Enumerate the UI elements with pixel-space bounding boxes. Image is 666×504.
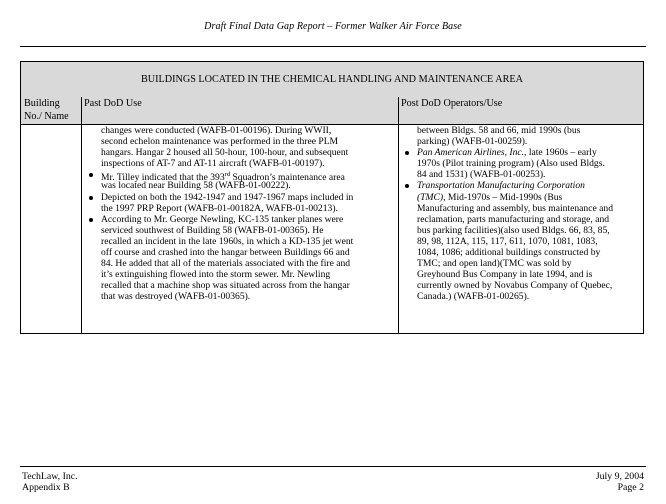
text-line: changes were conducted (WAFB-01-00196). During WWII, [101,125,332,136]
text-line: inspections of AT-7 and AT-11 aircraft (WAFB-01-00197). [101,158,325,170]
text-line: was located near Building 58 (WAFB-01-00222). [101,180,291,192]
text-line: 89, 98, 112A, 115, 117, 611, 1070, 1081, 1083, [417,235,598,247]
past-dod-use-cell [85,125,395,303]
post-dod-cell [401,125,643,303]
text-line: recalled an incident in the late 1960s, in which a KD-135 jet went [101,235,354,247]
bullet-line: Depicted on both the 1942-1947 and 1947-1967 maps included in [85,192,395,203]
text-line: that was destroyed (WAFB-01-00365). [101,291,251,303]
text-line: second echelon maintenance was performed in the three PLM [101,136,339,148]
text-line: 84. He added that all of the materials associated with the fire and [101,258,351,270]
operator-name: Pan American Airlines, Inc. [417,147,525,159]
text-line: parking) (WAFB-01-00259). [417,136,528,148]
operator-abbrev: (TMC) [417,191,444,203]
text-line: Manufacturing and assembly, bus maintenance and [417,202,613,214]
text-line: Canada.) (WAFB-01-00265). [417,291,530,303]
footer-left [22,471,78,493]
operator-detail: , Mid-1970s – Mid-1990s (Bus [443,191,563,203]
footer-page-number: Page 2 [617,482,644,493]
text-line: 84 and 1531) (WAFB-01-00253). [417,169,546,181]
text-line: TMC; and open land)(TMC was sold by [417,258,572,270]
bullet-line: According to Mr. George Newling, KC-135 tanker planes were [85,214,395,225]
text-line: recalled that a machine shop was situated across from the hangar [101,280,350,292]
text-line: Greyhound Bus Company in late 1994, and is [417,269,593,281]
buildings-table [20,61,644,334]
text-line: between Bldgs. 58 and 66, mid 1990s (bus [417,125,581,136]
header-rule [20,46,646,47]
bullet-line [401,147,643,158]
bullet-line [401,180,643,191]
column-divider [81,97,82,333]
text-line: 1970s (Pilot training program) (Also used Bldgs. [417,158,605,170]
text-line: off course and crashed into the hangar between Buildings 66 and [101,247,350,259]
footer-rule [20,466,646,467]
text-line: it’s extinguishing flowed into the storm sewer. Mr. Newling [101,269,331,281]
table-title: BUILDINGS LOCATED IN THE CHEMICAL HANDLING AND MAINTENANCE AREA [21,62,643,98]
text-line: hangars. Hangar 2 housed all 50-hour, 100-hour, and subsequent [101,147,349,159]
text-line: serviced southwest of Building 58 (WAFB-01-00365). He [101,224,324,236]
text-line [401,192,643,203]
footer-appendix: Appendix B [22,482,70,493]
footer-company: TechLaw, Inc. [22,471,78,482]
text-line: bus parking facilities)(also used Bldgs. 66, 83, 85, [417,224,610,236]
text-line: currently owned by Novabus Company of Quebec, [417,280,613,292]
operator-name: Transportation Manufacturing Corporation [417,180,585,192]
text-line: 1084, 1086; additional buildings constructed by [417,247,601,259]
text-line: the 1997 PRP Report (WAFB-01-00182A, WAFB-01-00213). [101,202,338,214]
footer-right [596,471,644,493]
footer-date: July 9, 2004 [595,471,644,482]
column-divider [398,97,399,333]
column-header-row [21,97,643,125]
bullet-line: Mr. Tilley indicated that the 393rd Squadron’s maintenance area [85,169,395,180]
page-header-title: Draft Final Data Gap Report – Former Walker Air Force Base [204,21,462,32]
text-line: reclamation, parts manufacturing and storage, and [417,213,610,225]
col-header-past-dod-use: Past DoD Use [84,98,142,109]
col-header-building: Building No./ Name [24,98,69,122]
col-header-post-dod: Post DoD Operators/Use [401,98,503,109]
operator-detail: , late 1960s – early [524,147,597,159]
